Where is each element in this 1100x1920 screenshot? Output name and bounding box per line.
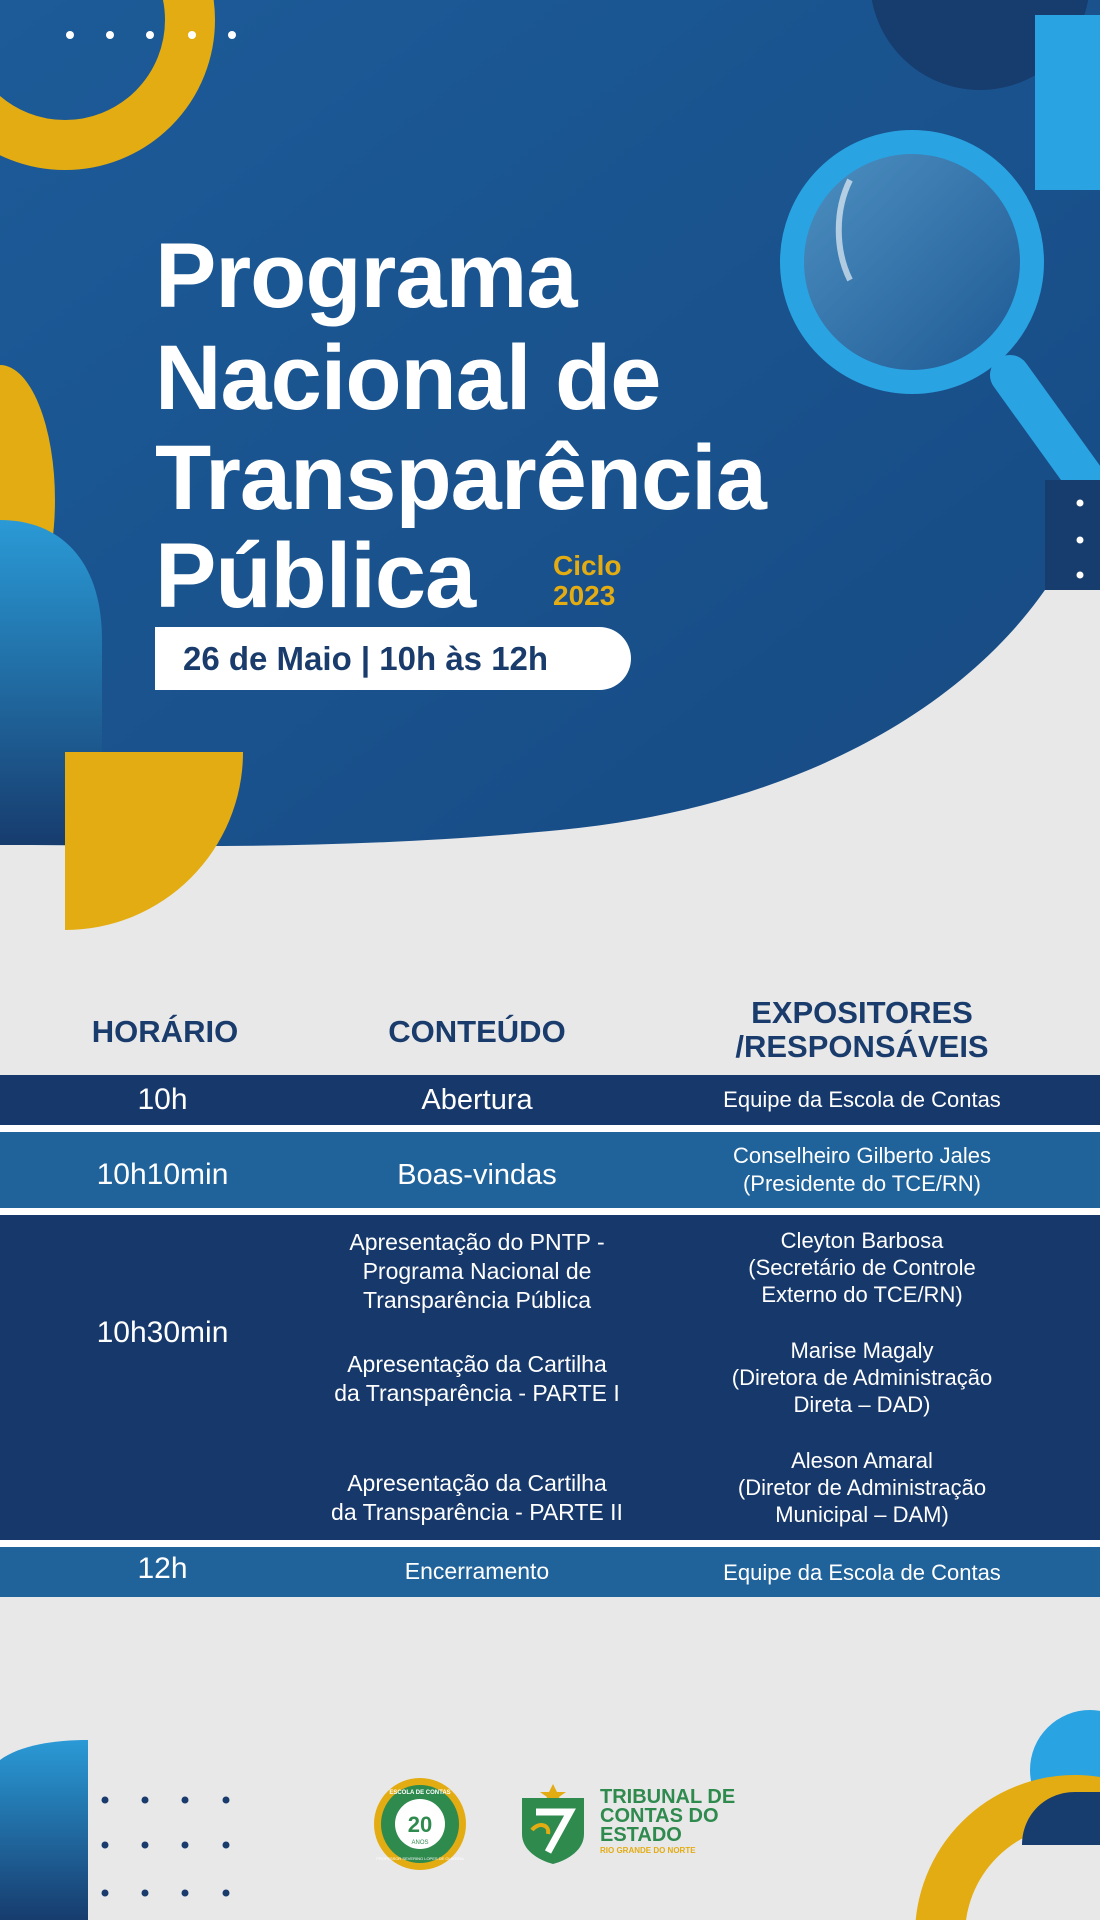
- seal-bottom-text: PROFESSOR SEVERINO LOPES DE OLIVEIRA: [376, 1856, 464, 1861]
- table-row: [0, 1132, 1100, 1208]
- seal-years: ANOS: [411, 1840, 429, 1846]
- escola-de-contas-logo: [372, 1776, 468, 1872]
- row-responsible-line: (Secretário de Controle: [748, 1255, 976, 1280]
- cycle-label: Ciclo: [553, 550, 622, 581]
- escola-seal-icon: [372, 1776, 468, 1872]
- row-content-line: Apresentação da Cartilha: [347, 1351, 607, 1377]
- row-time: 10h: [137, 1083, 188, 1116]
- dots-bottom-left: [102, 1797, 230, 1897]
- title-line-1: Programa: [155, 225, 577, 327]
- row-content: Abertura: [421, 1084, 533, 1116]
- title-line-3: Transparência: [155, 427, 766, 529]
- title-line-2: Nacional de: [155, 327, 661, 429]
- row-content: Encerramento: [404, 1558, 550, 1584]
- table-row: [0, 1547, 1100, 1597]
- column-header-content: CONTEÚDO: [388, 1014, 566, 1049]
- column-header-responsible-2: /RESPONSÁVEIS: [735, 1029, 989, 1064]
- row-responsible-line: Cleyton Barbosa: [780, 1228, 944, 1253]
- row-responsible-line: (Diretora de Administração: [731, 1365, 993, 1390]
- column-header-responsible-1: EXPOSITORES: [751, 995, 973, 1030]
- table-row: [0, 1075, 1100, 1125]
- row-time: 12h: [137, 1552, 188, 1585]
- seal-top-text: ESCOLA DE CONTAS: [389, 1790, 451, 1796]
- seal-number: 20: [407, 1812, 433, 1837]
- row-separator: [0, 1540, 1100, 1547]
- blue-shape-bottom-left: [0, 1740, 88, 1920]
- title-line-4: Pública: [155, 525, 476, 627]
- row-separator: [0, 1125, 1100, 1132]
- tce-shield-icon: [518, 1782, 588, 1866]
- cycle-year: 2023: [553, 580, 616, 611]
- row-responsible-line: (Diretor de Administração: [737, 1475, 987, 1500]
- column-header-time: HORÁRIO: [91, 1014, 239, 1049]
- row-responsible-line: Aleson Amaral: [791, 1448, 933, 1473]
- row-content-line: Apresentação da Cartilha: [347, 1470, 607, 1496]
- tce-state: RIO GRANDE DO NORTE: [600, 1846, 696, 1855]
- row-responsible-line: Externo do TCE/RN): [761, 1282, 963, 1307]
- row-separator: [0, 1208, 1100, 1215]
- row-responsible: Equipe da Escola de Contas: [723, 1087, 1001, 1112]
- row-responsible-line: Conselheiro Gilberto Jales: [732, 1143, 992, 1168]
- tce-rn-logo: [518, 1782, 748, 1872]
- row-responsible-line: Marise Magaly: [790, 1338, 934, 1363]
- row-content-line: Transparência Pública: [363, 1287, 591, 1313]
- row-responsible-line: Direta – DAD): [793, 1392, 931, 1417]
- row-time: 10h10min: [96, 1158, 229, 1191]
- row-time: 10h30min: [96, 1316, 229, 1349]
- yellow-quarter-disc: [65, 752, 243, 930]
- row-responsible-line: Municipal – DAM): [775, 1502, 949, 1527]
- row-content-line: Apresentação do PNTP -: [349, 1229, 605, 1255]
- row-content-line: Programa Nacional de: [362, 1258, 592, 1284]
- table-row: [0, 1215, 1100, 1540]
- row-content: Boas-vindas: [397, 1159, 557, 1191]
- tce-name-line-3: ESTADO: [600, 1824, 682, 1846]
- row-content-line: da Transparência - PARTE I: [334, 1380, 620, 1406]
- tce-name-line-1: TRIBUNAL DE: [600, 1786, 736, 1808]
- row-responsible-line: (Presidente do TCE/RN): [742, 1171, 981, 1196]
- date-time-badge: 26 de Maio | 10h às 12h: [155, 627, 631, 690]
- navy-block-right: [1045, 480, 1100, 590]
- row-responsible: Equipe da Escola de Contas: [723, 1560, 1001, 1585]
- row-content-line: da Transparência - PARTE II: [331, 1499, 623, 1525]
- tce-name-line-2: CONTAS DO: [600, 1805, 719, 1827]
- blue-block-top-right: [1035, 15, 1100, 190]
